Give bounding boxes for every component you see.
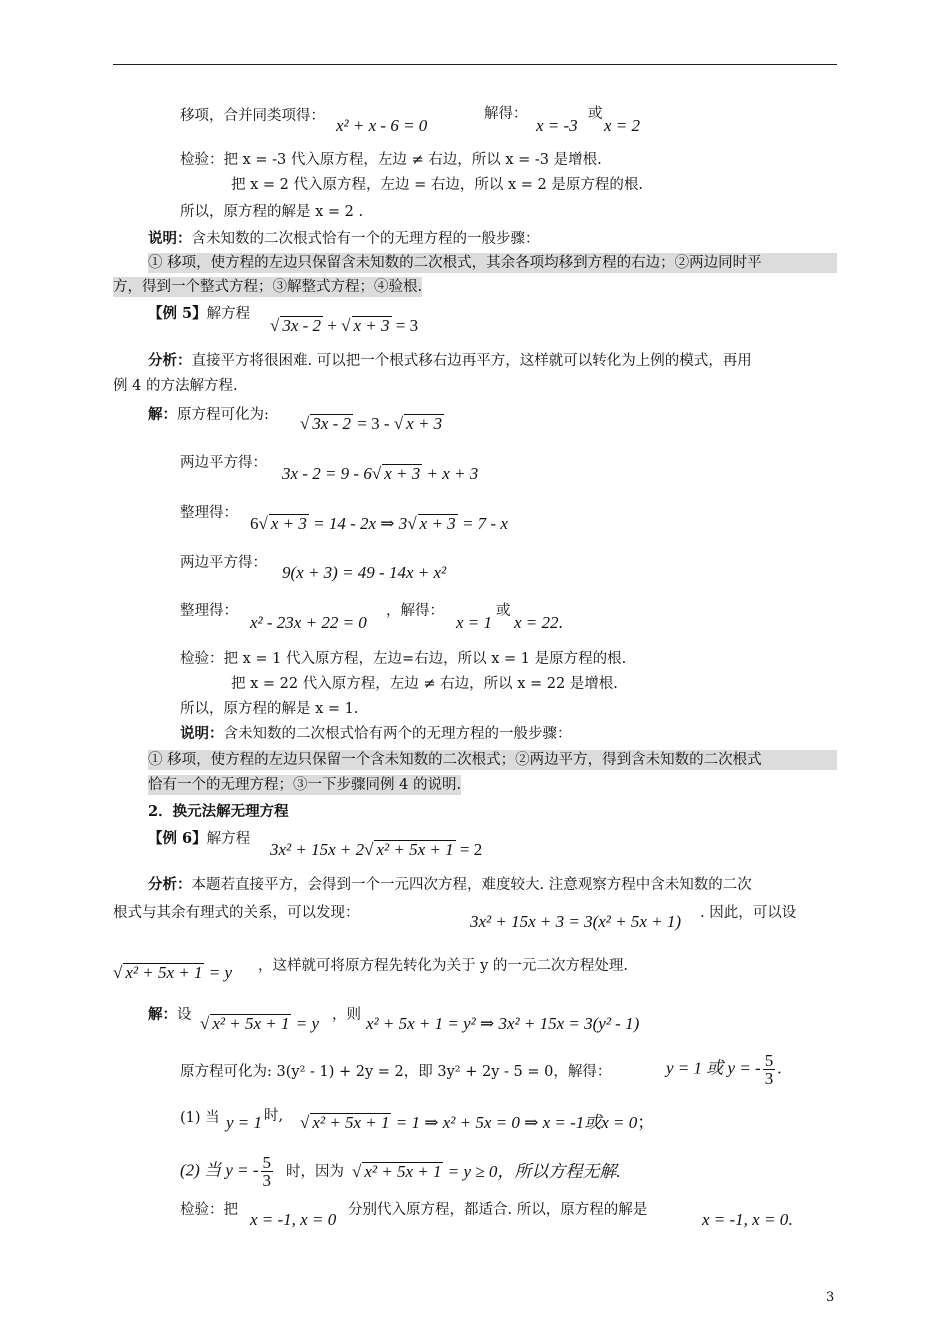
page-number: 3 <box>826 1290 835 1305</box>
example-title: 【例 5】解方程 <box>148 305 251 322</box>
equation: 6√ x + 3 = 14 - 2x ⇒ 3√ x + 3 = 7 - x <box>250 514 508 533</box>
text-line: 把 x = 22 代入原方程，左边 ≠ 右边，所以 x = 22 是增根. <box>231 676 618 692</box>
equation: 3x - 2 = 9 - 6√ x + 3 + x + 3 <box>282 464 479 483</box>
section-heading: 2．换元法解无理方程 <box>148 803 289 820</box>
text-line: 检验：把 x = -3 代入原方程，左边 ≠ 右边，所以 x = -3 是增根. <box>180 152 602 168</box>
step-label: 两边平方得： <box>180 455 267 471</box>
equation: √ 3x - 2 = 3 - √ x + 3 <box>300 414 443 433</box>
equation: x² - 23x + 22 = 0 <box>250 613 367 632</box>
text-line: 或 <box>496 603 511 619</box>
text-line: 所以，原方程的解是 x = 2 . <box>180 204 364 220</box>
text-line: 检验：把 <box>180 1202 238 1218</box>
fraction: $\frac{5}{3}$ <box>764 1051 774 1088</box>
equation: √ x² + 5x + 1 = y <box>113 963 233 982</box>
text-line: (1) 当 <box>180 1110 220 1126</box>
analysis-line: 分析：直接平方将很困难. 可以把一个根式移右边再平方，这样就可以转化为上例的模式，再用 <box>148 352 752 369</box>
text-line: 时, <box>264 1108 284 1124</box>
equation: √ 3x - 2 + √ x + 3 = 3 <box>270 316 419 335</box>
equation: y = 1 或 y = - $\frac{5}{3}$ . <box>666 1051 782 1088</box>
equation: x² + x - 6 = 0 <box>336 116 428 135</box>
equation: √ x² + 5x + 1 = 1 ⇒ x² + 5x = 0 ⇒ x = -1或x = 0； <box>300 1113 655 1132</box>
text-line: ，则 <box>332 1007 361 1023</box>
equation: 9(x + 3) = 49 - 14x + x² <box>282 563 447 582</box>
equation: (2) 当 y = - $\frac{5}{3}$ <box>180 1153 272 1190</box>
note-highlight: ① 移项，使方程的左边只保留含未知数的二次根式，其余各项均移到方程的右边；②两边同时平 <box>148 253 837 273</box>
note-line: 说明：含未知数的二次根式恰有两个的无理方程的一般步骤： <box>180 725 572 742</box>
equation: x = -1, x = 0 <box>250 1210 337 1229</box>
text-line: 原方程可化为: 3(y² - 1) + 2y = 2，即 3y² + 2y - 5 = 0，解得： <box>180 1064 612 1080</box>
text-line: 解得： <box>484 106 528 122</box>
analysis-line: 例 4 的方法解方程. <box>113 378 238 394</box>
text-line: 把 x = 2 代入原方程，左边 = 右边，所以 x = 2 是原方程的根. <box>231 177 643 193</box>
note-line: 说明：含未知数的二次根式恰有一个的无理方程的一般步骤： <box>148 230 540 247</box>
equation: x = -1, x = 0. <box>702 1210 793 1229</box>
analysis-line: 根式与其余有理式的关系，可以发现： <box>113 905 360 921</box>
text-line: 检验：把 x = 1 代入原方程，左边=右边，所以 x = 1 是原方程的根. <box>180 651 627 667</box>
equation: x² + 5x + 1 = y² ⇒ 3x² + 15x = 3(y² - 1) <box>366 1014 640 1033</box>
equation: x = 22. <box>514 613 563 632</box>
text-line: 或 <box>588 106 603 122</box>
text-line: 时，因为 <box>286 1164 344 1180</box>
note-highlight: 方，得到一个整式方程；③解整式方程；④验根. <box>113 279 423 295</box>
text-line: 移项，合并同类项得： <box>180 108 325 124</box>
equation: y = 1 <box>226 1113 263 1132</box>
equation: 3x² + 15x + 3 = 3(x² + 5x + 1) <box>470 912 682 931</box>
step-label: 整理得： <box>180 505 238 521</box>
equation: √ x² + 5x + 1 = y <box>200 1014 320 1033</box>
analysis-line: ，这样就可将原方程先转化为关于 y 的一元二次方程处理. <box>258 958 629 974</box>
note-highlight: ① 移项，使方程的左边只保留一个含未知数的二次根式；②两边平方，得到含未知数的二次根式 <box>148 750 837 770</box>
equation: √ x² + 5x + 1 = y ≥ 0，所以方程无解. <box>352 1162 621 1181</box>
text-line: 所以，原方程的解是 x = 1. <box>180 701 359 717</box>
text-line: ，解得： <box>386 603 444 619</box>
example-title: 【例 6】解方程 <box>148 830 251 847</box>
step-label: 两边平方得： <box>180 555 267 571</box>
equation: x = 1 <box>456 613 493 632</box>
fraction: $\frac{5}{3}$ <box>262 1153 272 1190</box>
step-label: 整理得： <box>180 603 238 619</box>
equation: x = 2 <box>604 116 641 135</box>
header-rule <box>113 64 837 65</box>
equation: x = -3 <box>536 116 578 135</box>
solution-line: 解：设 <box>148 1006 192 1023</box>
solution-line: 解：原方程可化为: <box>148 406 269 423</box>
analysis-line: . 因此，可以设 <box>700 905 797 921</box>
text-line: 分别代入原方程，都适合. 所以，原方程的解是 <box>348 1202 648 1218</box>
note-highlight: 恰有一个的无理方程；③一下步骤同例 4 的说明. <box>148 777 462 793</box>
equation: 3x² + 15x + 2√ x² + 5x + 1 = 2 <box>270 840 483 859</box>
analysis-line: 分析：本题若直接平方，会得到一个一元四次方程，难度较大. 注意观察方程中含未知数的二次 <box>148 876 752 893</box>
